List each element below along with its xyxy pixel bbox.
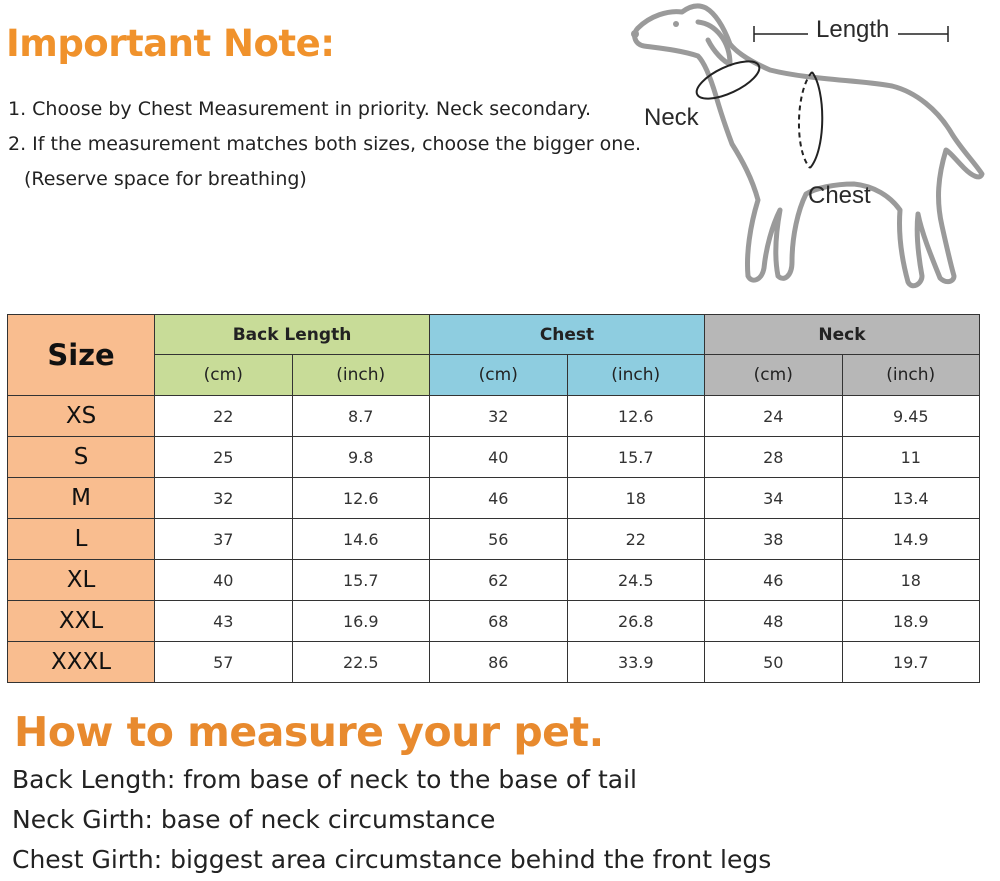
table-cell: 37 bbox=[155, 519, 293, 560]
table-cell: 24 bbox=[705, 396, 843, 437]
measure-line-neck-girth: Neck Girth: base of neck circumstance bbox=[12, 805, 496, 834]
table-cell: 11 bbox=[842, 437, 980, 478]
table-cell: 48 bbox=[705, 601, 843, 642]
table-row bbox=[8, 601, 980, 642]
table-header-row bbox=[8, 315, 980, 355]
table-row bbox=[8, 560, 980, 601]
unit-header: (inch) bbox=[567, 355, 705, 396]
table-cell: 50 bbox=[705, 642, 843, 683]
measure-line-chest-girth: Chest Girth: biggest area circumstance behind the front legs bbox=[12, 845, 772, 874]
table-row bbox=[8, 396, 980, 437]
table-cell: 38 bbox=[705, 519, 843, 560]
size-cell: XL bbox=[8, 560, 155, 601]
table-cell: 32 bbox=[155, 478, 293, 519]
how-to-measure-title: How to measure your pet. bbox=[14, 708, 604, 756]
table-cell: 26.8 bbox=[567, 601, 705, 642]
table-cell: 62 bbox=[430, 560, 568, 601]
neck-label: Neck bbox=[644, 104, 699, 131]
table-cell: 46 bbox=[430, 478, 568, 519]
table-cell: 9.45 bbox=[842, 396, 980, 437]
table-cell: 8.7 bbox=[292, 396, 430, 437]
note-line: 2. If the measurement matches both sizes, choose the bigger one. bbox=[8, 133, 642, 155]
chest-label: Chest bbox=[808, 182, 871, 209]
table-cell: 12.6 bbox=[292, 478, 430, 519]
important-note-title: Important Note: bbox=[6, 22, 335, 65]
size-cell: XS bbox=[8, 396, 155, 437]
dog-outline-icon bbox=[620, 0, 995, 305]
length-label: Length bbox=[816, 16, 890, 43]
size-cell: XXXL bbox=[8, 642, 155, 683]
table-cell: 19.7 bbox=[842, 642, 980, 683]
table-cell: 15.7 bbox=[292, 560, 430, 601]
table-cell: 22.5 bbox=[292, 642, 430, 683]
table-cell: 18 bbox=[567, 478, 705, 519]
table-cell: 18.9 bbox=[842, 601, 980, 642]
table-cell: 24.5 bbox=[567, 560, 705, 601]
table-cell: 25 bbox=[155, 437, 293, 478]
table-row bbox=[8, 437, 980, 478]
table-cell: 46 bbox=[705, 560, 843, 601]
table-cell: 40 bbox=[430, 437, 568, 478]
dog-measurement-diagram bbox=[620, 0, 995, 305]
table-cell: 15.7 bbox=[567, 437, 705, 478]
table-cell: 13.4 bbox=[842, 478, 980, 519]
table-row bbox=[8, 478, 980, 519]
table-row bbox=[8, 642, 980, 683]
size-chart-table bbox=[7, 314, 980, 683]
table-cell: 68 bbox=[430, 601, 568, 642]
neck-header: Neck bbox=[705, 315, 980, 355]
table-cell: 56 bbox=[430, 519, 568, 560]
back-length-header: Back Length bbox=[155, 315, 430, 355]
table-cell: 18 bbox=[842, 560, 980, 601]
table-cell: 14.6 bbox=[292, 519, 430, 560]
measure-line-back-length: Back Length: from base of neck to the base of tail bbox=[12, 765, 637, 794]
important-note-list bbox=[8, 92, 641, 197]
size-cell: M bbox=[8, 478, 155, 519]
how-to-measure-list bbox=[12, 760, 771, 880]
table-cell: 86 bbox=[430, 642, 568, 683]
table-cell: 16.9 bbox=[292, 601, 430, 642]
table-cell: 40 bbox=[155, 560, 293, 601]
table-cell: 33.9 bbox=[567, 642, 705, 683]
unit-header: (cm) bbox=[430, 355, 568, 396]
note-line: (Reserve space for breathing) bbox=[24, 168, 307, 190]
unit-header: (cm) bbox=[155, 355, 293, 396]
size-cell: L bbox=[8, 519, 155, 560]
table-cell: 12.6 bbox=[567, 396, 705, 437]
table-cell: 32 bbox=[430, 396, 568, 437]
table-cell: 22 bbox=[155, 396, 293, 437]
unit-header: (inch) bbox=[842, 355, 980, 396]
table-cell: 57 bbox=[155, 642, 293, 683]
note-line: 1. Choose by Chest Measurement in priority. Neck secondary. bbox=[8, 98, 592, 120]
size-cell: XXL bbox=[8, 601, 155, 642]
table-row bbox=[8, 519, 980, 560]
table-cell: 34 bbox=[705, 478, 843, 519]
table-cell: 43 bbox=[155, 601, 293, 642]
size-column-header: Size bbox=[8, 315, 155, 396]
table-cell: 22 bbox=[567, 519, 705, 560]
unit-header: (inch) bbox=[292, 355, 430, 396]
size-cell: S bbox=[8, 437, 155, 478]
chest-header: Chest bbox=[430, 315, 705, 355]
table-cell: 28 bbox=[705, 437, 843, 478]
table-cell: 9.8 bbox=[292, 437, 430, 478]
unit-header: (cm) bbox=[705, 355, 843, 396]
table-cell: 14.9 bbox=[842, 519, 980, 560]
